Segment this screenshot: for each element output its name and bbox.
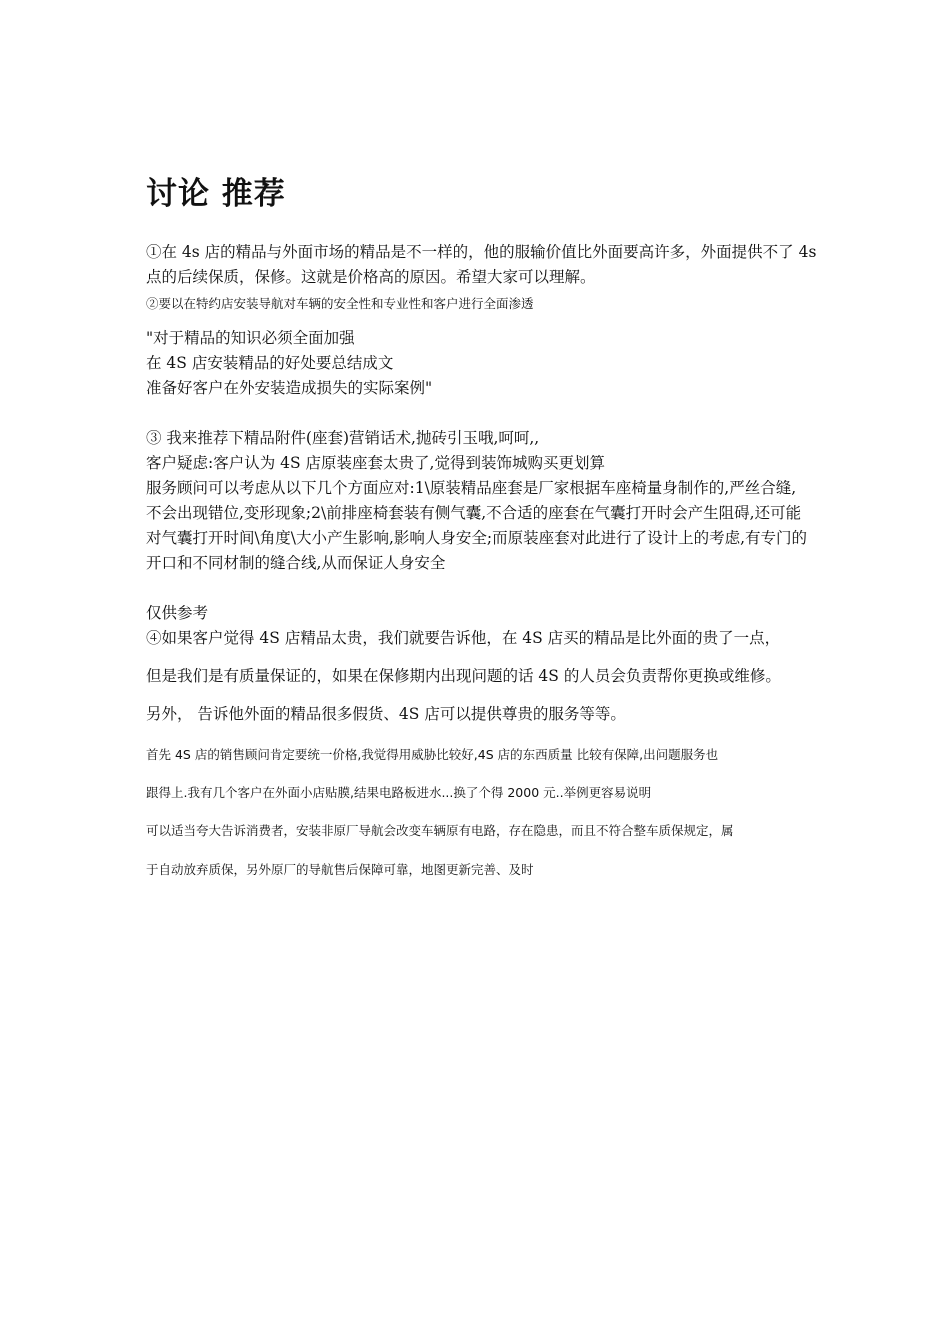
quote-line: 准备好客户在外安装造成损失的实际案例": [146, 379, 433, 397]
paragraph-6-line: 可以适当夸大告诉消费者，安装非原厂导航会改变车辆原有电路，存在隐患，而且不符合整车质保规定，属: [146, 823, 734, 838]
paragraph-3-line: 客户疑虑:客户认为 4S 店原装座套太贵了,觉得到装饰城购买更划算: [146, 454, 605, 472]
paragraph-5: [146, 744, 718, 804]
reference-text: 仅供参考: [146, 604, 209, 622]
paragraph-2: [146, 293, 534, 315]
quote-block: [146, 326, 432, 401]
paragraph-6: [146, 820, 734, 881]
quote-line: "对于精品的知识必须全面加强: [146, 329, 355, 347]
paragraph-3-line: ③ 我来推荐下精品附件(座套)营销话术,抛砖引玉哦,呵呵,,: [146, 429, 540, 447]
page-title: 讨论 推荐: [146, 176, 286, 212]
paragraph-4-line: 但是我们是有质量保证的，如果在保修期内出现问题的话 4S 的人员会负责帮你更换或维修。: [146, 667, 781, 685]
paragraph-2-text: ②要以在特约店安装导航对车辆的安全性和专业性和客户进行全面渗透: [146, 296, 534, 311]
paragraph-3-body: 服务顾问可以考虑从以下几个方面应对:1\原装精品座套是厂家根据车座椅量身制作的,严丝合缝,不会出现错位,变形现象;2\前排座椅套装有侧气囊,不合适的座套在气囊打开时会产生阻碍,还可能对气囊打开时间\角度\大小产生影响,影响人身安全;而原装座套对此进行了设计上的考虑,有专门的开口和不同材制的缝合线,从而保证人身安全: [146, 479, 808, 572]
paragraph-3: [146, 426, 810, 576]
paragraph-4-line: 另外， 告诉他外面的精品很多假货、4S 店可以提供尊贵的服务等等。: [146, 705, 626, 723]
paragraph-4-line: ④如果客户觉得 4S 店精品太贵，我们就要告诉他，在 4S 店买的精品是比外面的贵了一点，: [146, 629, 781, 647]
paragraph-4: [146, 626, 781, 727]
paragraph-5-line: 跟得上.我有几个客户在外面小店贴膜,结果电路板进水...换了个得 2000 元..举例更容易说明: [146, 785, 652, 800]
reference-note: [146, 601, 208, 626]
paragraph-6-line: 于自动放弃质保，另外原厂的导航售后保障可靠，地图更新完善、及时: [146, 862, 534, 877]
quote-line: 在 4S 店安装精品的好处要总结成文: [146, 354, 394, 372]
paragraph-5-line: 首先 4S 店的销售顾问肯定要统一价格,我觉得用威胁比较好,4S 店的东西质量 比较有保障,出问题服务也: [146, 747, 719, 762]
paragraph-1: ①在 4s 店的精品与外面市场的精品是不一样的，他的服输价值比外面要高许多，外面提供不了 4s 点的后续保质，保修。这就是价格高的原因。希望大家可以理解。: [146, 243, 817, 286]
